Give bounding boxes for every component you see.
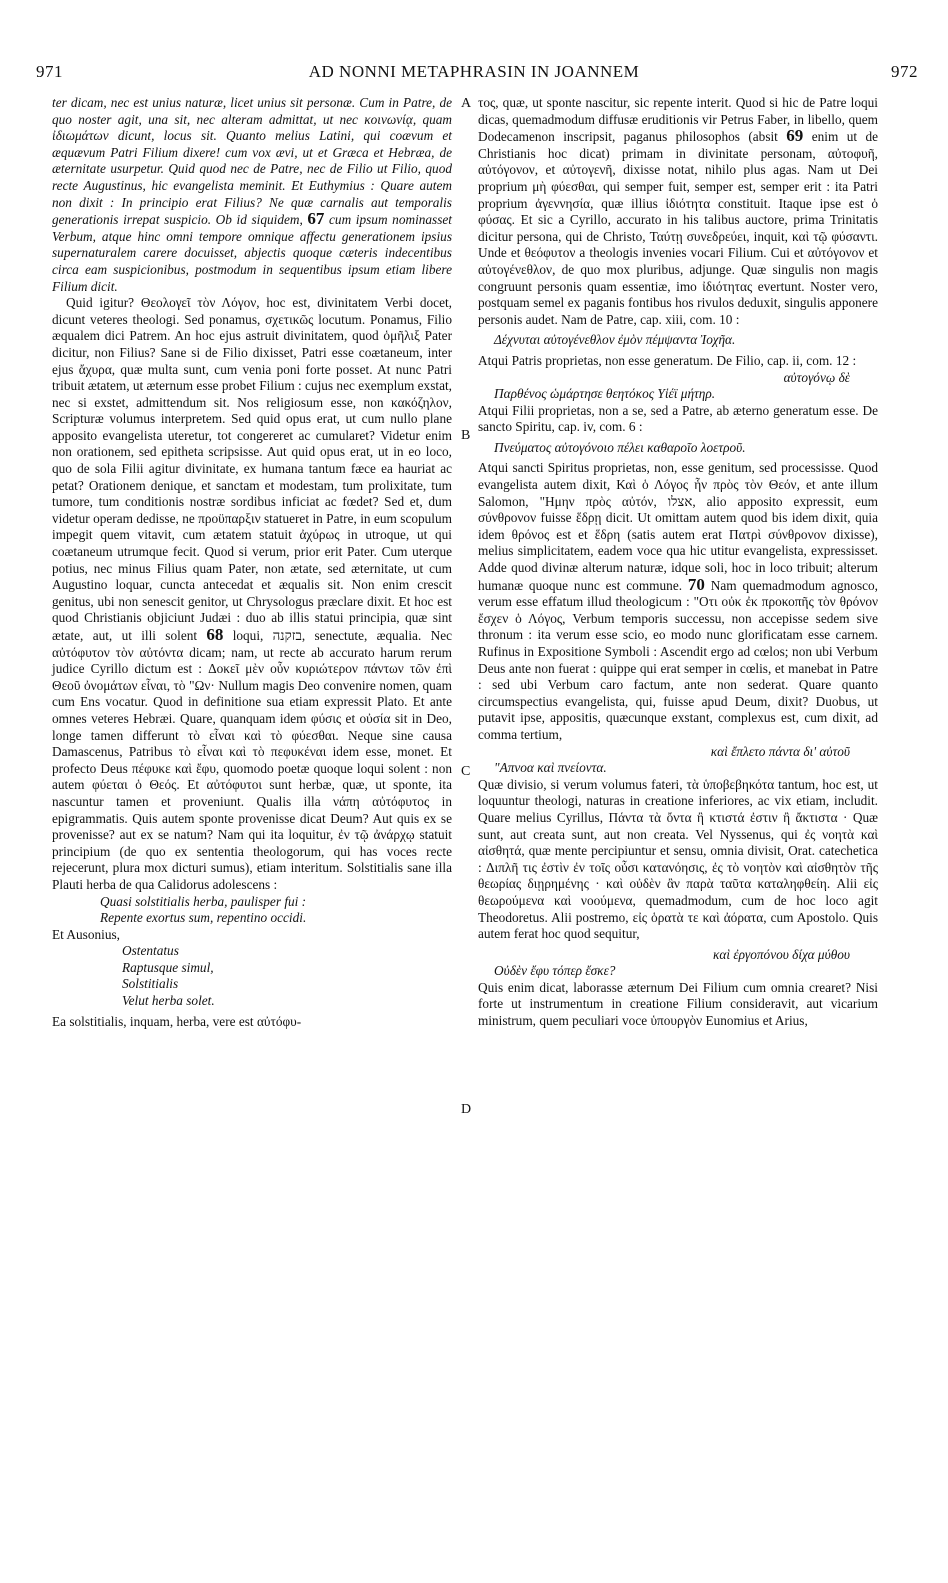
right-paragraph-2: Atqui Patris proprietas, non esse generatum. De Filio, cap. ii, com. 12 : <box>478 352 857 368</box>
margin-marker-d: D <box>461 1102 472 1117</box>
left-column <box>52 95 452 1030</box>
left-paragraph-1 <box>52 95 452 295</box>
column-number-68: 68 <box>206 625 224 644</box>
verse-plautus-1: Quasi solstitialis herba, paulisper fui : <box>100 893 307 909</box>
left-text-2b: loqui, בזקנה, senectute, æqualia. Nec αὐτόφυτον τὸν αὐτόντα dicam; nam, ut recte ab accurato harum rerum judice Cyrillo dictum est : Δοκεῖ μὲν οὖν κυριώτερον πάντων τῶν ἐπὶ Θεοῦ ὀνομάτων εἶναι, τὸ "Ων· Nullum magis Deo convenire nomen, quam cum Ens vocatur. Quod in definitione sua etiam expressit Plato. Et ante omnes veteres Hebræi. Quare, quanquam idem φύσις et οὐσία sit in Deo, longe tamen differunt τὸ εἶναι καὶ τὸ φύεσθαι. Neque sine causa Damascenus, Patribus τὸ εἶναι καὶ τὸ πεφυκέναι idem esse, monet. Et profecto Deus πέφυκε καὶ ἔφυ, quomodo poetæ quoque loqui solent : non autem φύεται ὁ Θεός. Et αὐτόφυτοι sunt herbæ, quæ, ut sponte, ita nascuntur tamen et proveniunt. Qualis illa νάπη αὐτόφυτος in epigrammatis. Quis autem sponte provenisse dicat Deum? Aut quis ex se provenisse? aut ex se natum? Nam qui ita loquitur, ἐν τῷ ἀνάρχῳ statuit principium (de quo ex sententia theologorum, qui has voces recte rejecerunt, plura mox dicturi sumus), etiam interitum. Solstitialis sane illa Plauti herba de qua Calidorus adolescens : <box>52 628 452 892</box>
right-text-1a: τος, quæ, ut sponte nascitur, sic repente interit. Quod si hic de Patre loqui dicas, quemadmodum diffusæ eruditionis vir Petrus Faber, in libello, quem Dodecamenon inscripsit, paganus philosophos (absit <box>478 95 878 145</box>
right-column <box>478 95 878 1030</box>
right-text-4b: Nam quemadmodum agnosco, verum esse effatum illud theologicum : "Οτι οὐκ ἐκ προκοπῆς τὸν θρόνον ἔσχεν ὁ Λόγος, Verbum temporis successu, non accepisse sedem sive thronum : ita verum esse scio, eo modo nunc glorificatam esse carnem. Rufinus in Expositione Symboli : Ascendit ergo ad cœlos; non ubi Verbum Deus ante non fuerat : quippe qui erat semper in cœlis, et manebat in Patre : sed ubi Verbum caro factum, ante non sederat. Quare quanto circumspectius evangelista, qui, fuisse apud Deum, dixit? Duobus, ut putavit ipse, appositis, quæcunque exstant, complexus est, cum dixit, ad comma tertium, <box>478 577 878 742</box>
greek-quote-1: Δέχνυται αὐτογένεθλον ἐμὸν πέμψαντα Ἰοχῆα. <box>494 332 736 348</box>
left-text-2a: Quid igitur? Θεολογεῖ τὸν Λόγον, hoc est, divinitatem Verbi docet, dicunt veteres theologi. Sed ponamus, σχετικῶς locutum. Ponamus, Filio æqualem dici Patrem. An hoc ejus astruit divinitatem, quod ὁμῆλιξ Pater dicitur, non Filius? Sane si de Filio dixisset, Patri esse coætaneum, inter ejus ἄχυρα, quæ multa sunt, cum venia poni forte posset. At nunc Patri tribuit ætatem, ut æternum esse probet Filium : cujus nec exemplum exstat, nec si exstet, admittendum sit. Nos religiosum esse, non κακόζηλον, Scripturæ volumus interpretem. Sed quid opus erat, ut cum nullo plane apposito evangelista uteretur, tot congereret ac cumularet? Videtur enim non orationem, sed epitheta scripsisse. Aut quid opus erat, ut in eo loco, quo de sola Filii agitur divinitate, ex humana tantum fæce ea hauriat ac petat? Orationem denique, et sanctam et modestam, tum prolixitate, tum tumore, tum conditionis nostræ sordibus inficiat ac fœdet? Sed et, dum videtur operam dedisse, ne προϋπαρξιν statueret in Patre, in eum scopulum impegit quem vitavit, cum ætatem statuit ἀχύρως in utroque, ut qui coætaneum utrumque fecit. Quod si verum, prior erit Pater. Cum uterque potius, nec minus Filius quam Pater, non ætate, sed æternitate, ut cum Augustino loquar, cuncta antecedat et æqualis sit. Non enim crescit genitus, ubi non senescit genitor, ut Chrysologus præclare dixit. Et hoc est quod Christianis objiciunt Judæi : duo ab illis statui principia, quæ sint ætate, aut, ut illi solent <box>52 295 452 643</box>
greek-quote-2a: αὐτογόνῳ δὲ <box>783 369 850 385</box>
greek-quote-4b: "Απνοα καὶ πνείοντα. <box>494 760 607 776</box>
verse-ausonius-3: Solstitialis <box>122 976 179 992</box>
running-title: AD NONNI METAPHRASIN IN JOANNEM <box>308 62 640 81</box>
margin-marker-b: B <box>461 428 471 443</box>
greek-quote-4a: καὶ ἔπλετο πάντα δι' αὐτοῦ <box>710 743 850 759</box>
verse-ausonius-1: Ostentatus <box>122 943 179 959</box>
page-number-right: 972 <box>891 62 918 81</box>
greek-quote-5b: Οὐδὲν ἔφυ τόπερ ἔσκε? <box>494 963 616 979</box>
left-text-1b: cum ipsum nominasset Verbum, atque hinc omni tempore omnique affectu generationem ipsius supernaturalem carere docuisset, abjectis quoque cæteris indecentibus circa eam suspicionibus, postmodum in sequentibus ipsum etiam libere Filium dicit. <box>52 212 453 294</box>
left-paragraph-4: Ea solstitialis, inquam, herba, vere est αὐτόφυ- <box>52 1013 302 1029</box>
right-paragraph-6: Quis enim dicat, laborasse æternum Dei Filium cum omnia crearet? Nisi forte ut instrumentum in creatione Filium consideravit, aut vicarium ministrum, quem peculiari voce ὑπουργὸν Eunomius et Arius, <box>478 979 878 1029</box>
page-number-left: 971 <box>36 62 63 81</box>
greek-quote-3: Πνεύματος αὐτογόνοιο πέλει καθαροῖο λοετροῦ. <box>494 439 746 455</box>
left-text-1a: ter dicam, nec est unius naturæ, licet unius sit personæ. Cum in Patre, de quo noster agit, una sit, nec alteram admittat, ut nec κοινωνίᾳ, quam ἰδιωμάτων dicunt, locus sit. Quanto melius Latini, qui coævum et æquævum Patri Filium dixere! cum vox ævi, ut et Græca et Hebræa, de æternitate usurpetur. Quid quod nec de Patre, nec de Filio ut Filio, quod recte Augustinus, hic evangelista meminit. Et Euthymius : Quare autem non dixit : In principio erat Filius? Ne quæ carnalis aut temporalis generationis irrepat suspicio. Ob id siquidem, <box>52 95 452 228</box>
column-number-69: 69 <box>786 126 804 146</box>
greek-quote-2b: Παρθένος ὡμάρτησε θεητόκος Υἱέϊ μήτηρ. <box>494 386 716 402</box>
right-paragraph-5: Quæ divisio, si verum volumus fateri, τὰ ὑποβεβηκότα tantum, hoc est, ut loquuntur theologi, naturas in creatione inferiores, ac vix etiam, includit. Quare melius Cyrillus, Πάντα τὰ ὄντα ἢ κτιστά ἐστιν ἢ ἄκτιστα · Quæ sunt, aut creata sunt, aut non creata. Vel Nyssenus, qui ἐς νοητὰ καὶ αἰσθητά, quæ mente percipiuntur et sensu, omnia divisit, Orat. catechetica : Διπλῆ τις ἐστὶν ἐν τοῖς οὖσι κατανόησις, ἐς τὸ νοητὸν καὶ αἰσθητὸν τῆς θεωρίας διῃρημένης · καὶ οὐδὲν ἂν παρὰ ταῦτα καταληφθείη. Alii εἰς θεωρούμενα καὶ νοούμενα, quemadmodum, cum de hoc loco agit Theodoretus. Alii postremo, εἰς ὁρατὰ τε καὶ ἀόρατα, cum Apostolo. Quis autem ferat hoc quod sequitur, <box>478 776 878 942</box>
right-paragraph-4 <box>478 460 878 743</box>
verse-ausonius-4: Velut herba solet. <box>122 993 215 1009</box>
margin-marker-a: A <box>461 96 472 111</box>
column-number-70: 70 <box>687 574 705 594</box>
margin-marker-c: C <box>461 764 471 779</box>
left-paragraph-3: Et Ausonius, <box>52 926 120 942</box>
right-text-4a: Atqui sancti Spiritus proprietas, non, esse genitum, sed processisse. Quod evangelista autem dixit, Καὶ ὁ Λόγος ἦν πρὸς τὸν Θεόν, et ante illum Salomon, "Ημην πρὸς αὐτόν, אצלו, alio apposito expressit, eum σύνθρονον fuisse ἕδρῃ dicit. Ut omittam autem quod bis idem dixit, quia idem θρόνος est et ἕδρη (satis autem erat Πατρὶ σύνθρονον dixisse), melius simplicitatem, eadem voce qua hic utitur evangelista, expressisset. Adde quod divinæ alterum naturæ, idque soli, hoc in loco tribuit; alterum humanæ quoque nunc est commune. <box>478 460 879 593</box>
right-paragraph-1 <box>478 95 878 328</box>
right-paragraph-3: Atqui Filii proprietas, non a se, sed a Patre, ab æterno generatum esse. De sancto Spiritu, cap. iv, com. 6 : <box>478 402 878 435</box>
left-paragraph-2 <box>52 295 452 893</box>
right-text-1b: enim ut de Christianis hoc dicat) primam in divinitate personam, αὐτοφυῆ, αὐτόγονον, et αὐτογενῆ, dixisse notat, nihilo plus agas. Nam ut Dei proprium μὴ φύεσθαι, qui semper fuit, semper est, semper erit : ita Patri proprium ἀγεννησία, quæ illius ἰδιότητα constituit. Itaque ipse est ὁ φύσας. Et sic a Cyrillo, accurato in his talibus auctore, prima Trinitatis dicitur persona, qui de Christo, Ταύτῃ συνεδρεύει, inquit, καὶ τῷ φύσαντι. Unde et θεόφυτον a theologis invenies vocari Filium. Cui et αὐτόγονον et αὐτογένεθλον, de quo mox pluribus, adjunge. Quæ singulis non magis congruunt personis quam essentiæ, imo ἰδιότητας evertunt. Noster vero, postquam semel ex paganis fontibus hos rivulos deduxit, singulis apponere personis audet. Nam de Patre, cap. xiii, com. 10 : <box>478 129 878 327</box>
page-header <box>30 62 918 86</box>
column-number-67: 67 <box>307 209 325 229</box>
greek-quote-5a: καὶ ἐργοπόνου δίχα μύθου <box>713 946 850 962</box>
verse-ausonius-2: Raptusque simul, <box>122 959 214 975</box>
verse-plautus-2: Repente exortus sum, repentino occidi. <box>100 910 307 926</box>
